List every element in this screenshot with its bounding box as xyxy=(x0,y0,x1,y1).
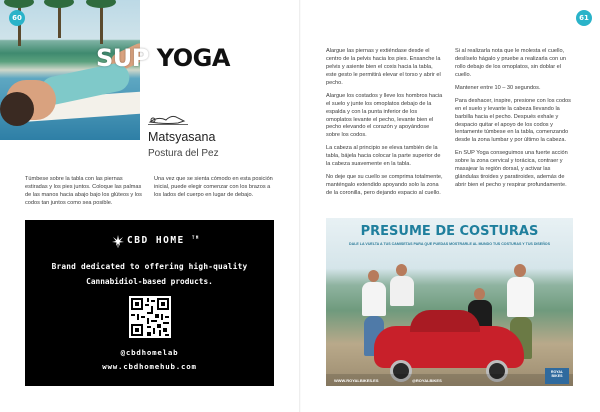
royal-bikes-ad[interactable] xyxy=(326,218,573,386)
promo-social-handle[interactable]: @ROYALBIKES xyxy=(412,378,442,383)
pose-subtitle: Postura del Pez xyxy=(148,148,219,159)
qr-code[interactable] xyxy=(129,296,171,338)
right-col2-paragraph: En SUP Yoga conseguimos una fuerte acción sobre la zona cervical y torácica, contraer y masajear la región dorsal, y activar las glándulas tiroides y paratiroides, además de abrir bien el pecho y respirar profundamente. xyxy=(455,150,568,189)
ad-website-link[interactable]: www.cbdhomehub.com xyxy=(102,362,197,371)
head xyxy=(0,92,34,126)
trademark-mark: TM xyxy=(192,235,200,240)
left-column-1-text: Túmbese sobre la tabla con las piernas estiradas y los pies juntos. Coloque las palmas de las manos hacia abajo bajo los glúteos y los codos tan juntos como sea posible. xyxy=(25,176,142,206)
person-head xyxy=(396,264,407,276)
palm-tree xyxy=(58,0,61,38)
page-number-left: 60 xyxy=(9,10,25,26)
page-gutter xyxy=(299,0,301,412)
person-head xyxy=(514,264,526,277)
promo-website-link[interactable]: WWW.ROYALBIKES.ES xyxy=(334,378,379,383)
person-head xyxy=(368,270,379,282)
section-title xyxy=(96,44,230,72)
ad-tagline-line-2: Cannabidiol-based products. xyxy=(86,277,213,286)
ad-social-handle[interactable]: @cbdhomelab xyxy=(120,348,179,357)
right-col2-paragraph: Para deshacer, inspire, presione con los codos en el suelo y levante la cabeza llevando la barbilla hacia el pecho. Después exhale y despacio quitar el apoyo de los codos y lentamente túmbese en la tabla, comenzando desde la zona lumbar y por último la cabeza. xyxy=(455,97,571,144)
right-col2-paragraph: Si al realizarla nota que le molesta el cuello, deslíselo hágalo y pruebe a realizarla con un rollo debajo de los omoplatos, sin doblar el cuello. xyxy=(455,48,567,78)
title-word-sup: SUP xyxy=(96,44,149,72)
pose-name: Matsyasana xyxy=(148,130,216,144)
promo-headline: PRESUME DE COSTURAS xyxy=(360,224,539,239)
ad-brand-label: CBD HOME xyxy=(127,235,185,247)
palm-tree xyxy=(100,0,103,44)
page-number-right: 61 xyxy=(576,10,592,26)
royal-bikes-logo: ROYAL BIKES xyxy=(545,368,569,384)
right-col1-paragraph: Alargue los costados y lleve los hombros hacia el suelo y junte los omoplatos debajo de la espalda y con la punta inferior de los omoplatos levante el pecho, levante bien el pecho elevando el corazón y apoyándose sobre los codos. xyxy=(326,92,443,139)
title-word-yoga: YOGA xyxy=(156,44,230,72)
cannabis-leaf-icon xyxy=(111,234,125,248)
person-head xyxy=(474,288,485,300)
right-column-2 xyxy=(455,48,573,195)
left-column-2-text: Una vez que se sienta cómodo en esta posición inicial, puede elegir comenzar con los brazos a los lados del cuerpo en lugar de debajo. xyxy=(154,176,273,198)
fish-pose-icon xyxy=(148,112,188,126)
person-shirt xyxy=(507,277,534,317)
right-col1-paragraph: Alargue las piernas y extiéndase desde el centro de la pelvis hacia los pies. Ensanche la pelvis y asiente bien el coxis hacia la tabla, este gesto le permitirá elevar el torso y abrir el pecho. xyxy=(326,48,441,86)
ad-brand-name xyxy=(127,235,200,246)
ad-tagline-line-1: Brand dedicated to offering high-quality xyxy=(51,262,248,271)
right-col1-paragraph: No deje que su cuello se comprima totalmente, manténgalo extendido apoyando solo la zona de la coronilla, pero dejando espacio al cuello. xyxy=(326,174,443,196)
right-col2-paragraph: Mantener entre 10 – 30 segundos. xyxy=(455,84,541,91)
person-shirt xyxy=(362,282,386,316)
cbd-home-ad[interactable] xyxy=(25,220,274,386)
person-shirt xyxy=(390,276,414,306)
right-col1-paragraph: La cabeza al principio se eleva también de la tabla, bájela hacia colocar la parte superior de la cabeza suavemente en la tabla. xyxy=(326,145,441,168)
promo-subline: DALE LA VUELTA A TUS CAMISETAS PARA QUE PUEDAS MOSTRARLE AL MUNDO TUS COSTURAS Y TUS DISEÑOS xyxy=(349,242,550,246)
right-column-1 xyxy=(326,48,444,203)
